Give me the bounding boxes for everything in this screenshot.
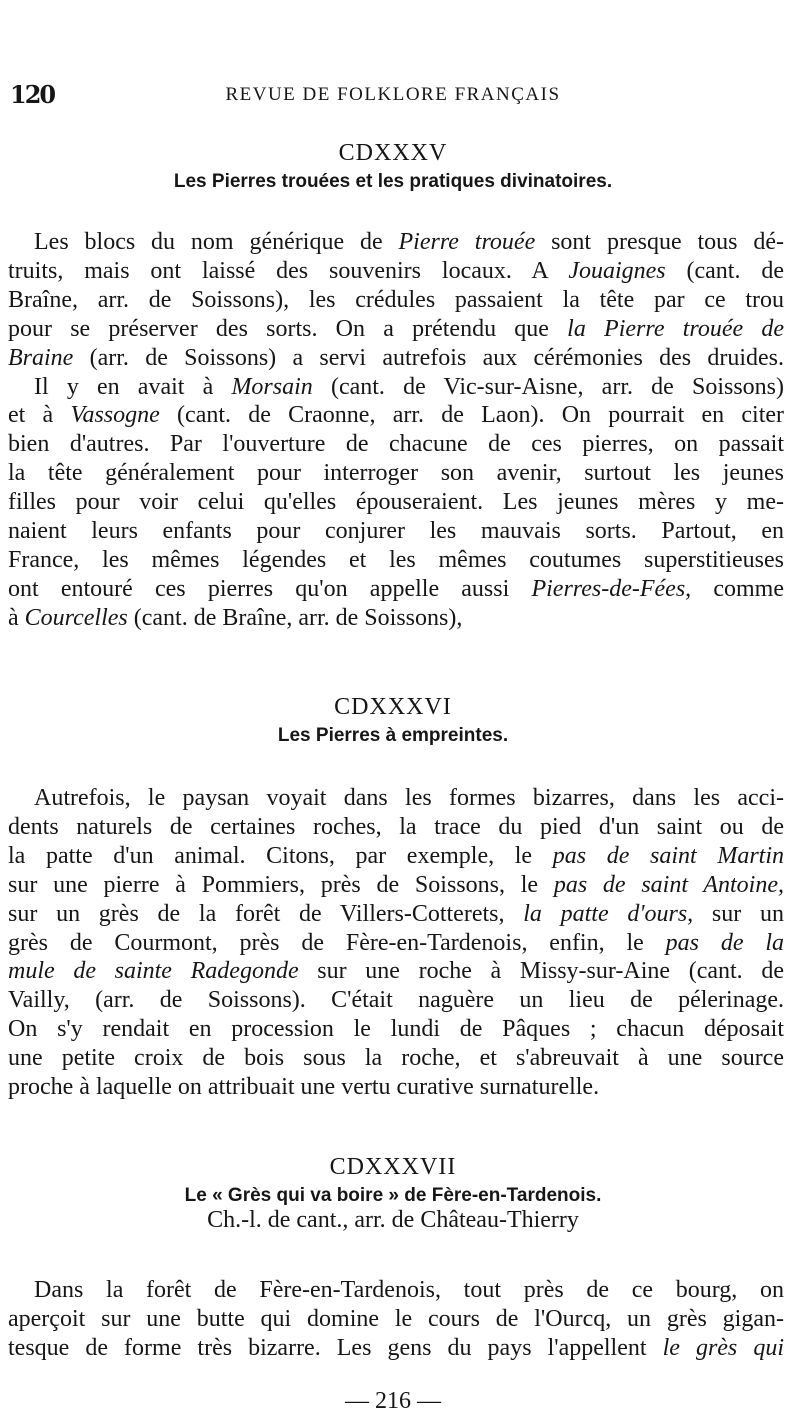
page-folio: — 216 — — [345, 1388, 441, 1414]
line-text: tesque de forme très bizarre. Les gens du pays l'appellent — [8, 1334, 663, 1361]
line-text-tail: sur une roche à Missy-sur-Aine (cant. de — [298, 958, 784, 985]
text-line — [8, 373, 784, 402]
line-text-tail: sur un — [693, 900, 784, 927]
text-line — [8, 604, 784, 633]
text-line — [8, 900, 784, 929]
text-line — [8, 1305, 784, 1334]
line-text-tail: (arr. de Soissons) a servi autrefois aux cérémonies des druides. — [73, 344, 784, 371]
line-text-tail: (cant. de Craonne, arr. de Laon). On pourrait en citer — [159, 402, 785, 429]
text-line — [8, 1015, 784, 1044]
line-text: bien d'autres. Par l'ouverture de chacune de ces pierres, on passait — [8, 431, 784, 458]
line-text: France, les mêmes légendes et les mêmes coutumes superstitieuses — [8, 546, 784, 573]
text-line — [8, 871, 784, 900]
text-line — [8, 488, 784, 517]
italic-term: la patte d'ours, — [523, 900, 694, 927]
line-text: sur une pierre à Pommiers, près de Soissons, le — [8, 871, 554, 898]
section-number: CDXXXVI — [334, 694, 452, 720]
line-text: sur un grès de la forêt de Villers-Cotterets, — [8, 900, 524, 927]
journal-title: REVUE DE FOLKLORE FRANÇAIS — [225, 84, 561, 105]
line-text: Braîne, arr. de Soissons), les crédules passaient la tête par ce trou — [8, 286, 784, 313]
italic-term: Vassogne — [70, 402, 160, 429]
running-header — [0, 80, 786, 110]
line-text: filles pour voir celui qu'elles épouseraient. Les jeunes mères y me- — [8, 489, 784, 516]
line-text: Vailly, (arr. de Soissons). C'était naguère un lieu de pélerinage. — [8, 987, 784, 1014]
text-line — [8, 459, 784, 488]
italic-term: Braine — [8, 344, 74, 371]
text-line — [8, 546, 784, 575]
line-text-tail: sont presque tous dé- — [535, 229, 785, 255]
text-line — [8, 228, 784, 257]
line-text-tail: comme — [691, 575, 784, 602]
text-line — [8, 430, 784, 459]
text-line — [8, 315, 784, 344]
text-line — [8, 575, 784, 604]
text-line — [8, 986, 784, 1015]
line-text-tail: (cant. de Vic-sur-Aisne, arr. de Soissons) — [312, 373, 784, 400]
italic-term: Jouaignes — [568, 257, 666, 284]
text-line — [8, 1044, 784, 1073]
section-body — [8, 228, 784, 633]
text-line — [8, 1276, 784, 1305]
italic-term: Pierres-de-Fées, — [531, 575, 692, 602]
text-line — [8, 286, 784, 315]
italic-term: mule de sainte Radegonde — [8, 958, 299, 985]
text-line — [8, 957, 784, 986]
line-text: naient leurs enfants pour conjurer les mauvais sorts. Partout, en — [8, 518, 784, 545]
italic-term: pas de saint Antoine, — [553, 871, 784, 898]
section-heading — [0, 140, 786, 193]
italic-term: pas de la — [665, 929, 784, 956]
line-text: On s'y rendait en procession le lundi de Pâques ; chacun déposait — [8, 1016, 784, 1043]
line-text: à — [8, 604, 25, 631]
line-text: Dans la forêt de Fère-en-Tardenois, tout près de ce bourg, on — [34, 1277, 784, 1303]
italic-term: Courcelles — [24, 604, 128, 631]
section-heading — [0, 694, 786, 747]
section-number: CDXXXV — [338, 140, 448, 166]
text-line — [8, 784, 784, 813]
italic-term: Pierre trouée — [398, 229, 536, 255]
line-text: la tête généralement pour interroger son avenir, surtout les jeunes — [8, 460, 784, 487]
line-text: proche à laquelle on attribuait une vertu curative surnaturelle. — [8, 1074, 600, 1101]
line-text: Les blocs du nom générique de — [34, 229, 399, 255]
section-subtitle: Ch.-l. de cant., arr. de Château-Thierry — [207, 1207, 579, 1233]
line-text: la patte d'un animal. Citons, par exemple, le — [8, 842, 553, 869]
line-text: une petite croix de bois sous la roche, et s'abreuvait à une source — [8, 1045, 784, 1072]
line-text: et à — [8, 402, 71, 429]
text-line — [8, 1334, 784, 1363]
line-text: dents naturels de certaines roches, la trace du pied d'un saint ou de — [8, 813, 784, 840]
text-line — [8, 929, 784, 958]
line-text-tail: (cant. de Braîne, arr. de Soissons), — [127, 604, 463, 631]
text-line — [8, 842, 784, 871]
text-line — [8, 401, 784, 430]
section-number: CDXXXVII — [329, 1154, 457, 1180]
text-line — [8, 813, 784, 842]
line-text: aperçoit sur une butte qui domine le cours de l'Ourcq, un grès gigan- — [8, 1305, 784, 1332]
text-line — [8, 517, 784, 546]
line-text: Il y en avait à — [34, 373, 232, 400]
section-body — [8, 1276, 784, 1363]
line-text: grès de Courmont, près de Fère-en-Tardenois, enfin, le — [8, 929, 666, 956]
section-title: Les Pierres à empreintes. — [277, 725, 509, 746]
italic-term: pas de saint Martin — [552, 842, 784, 869]
line-text: pour se préserver des sorts. On a prétendu que — [8, 315, 568, 342]
section-heading — [0, 1154, 786, 1234]
section-body — [8, 784, 784, 1102]
section-title: Les Pierres trouées et les pratiques divinatoires. — [173, 171, 613, 192]
line-text: Autrefois, le paysan voyait dans les formes bizarres, dans les acci- — [34, 785, 784, 811]
line-text: ont entouré ces pierres qu'on appelle aussi — [8, 575, 532, 602]
text-line — [8, 344, 784, 373]
section-title: Le « Grès qui va boire » de Fère-en-Tardenois. — [184, 1185, 602, 1206]
italic-term: la Pierre trouée de — [567, 315, 784, 342]
page-number: 120 — [10, 80, 55, 109]
line-text-tail: (cant. de — [665, 257, 784, 284]
text-line — [8, 1073, 784, 1102]
italic-term: le grès qui — [662, 1334, 784, 1361]
italic-term: Morsain — [231, 373, 313, 400]
line-text: truits, mais ont laissé des souvenirs locaux. A — [8, 257, 569, 284]
text-line — [8, 257, 784, 286]
